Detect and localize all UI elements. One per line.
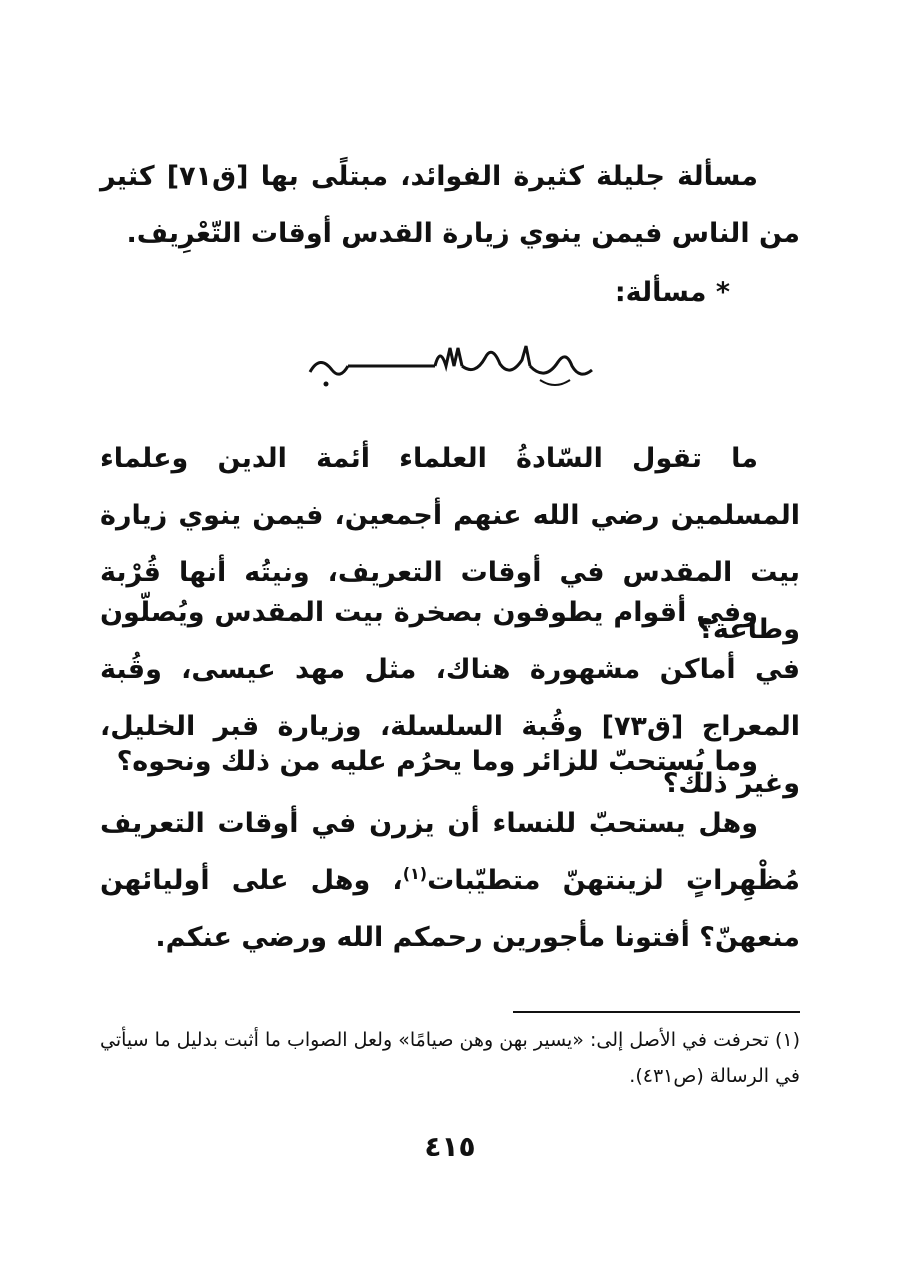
footnote-text: (١) تحرفت في الأصل إلى: «يسير بهن وهن صيامًا» ولعل الصواب ما أثبت بدليل ما سيأتي في الرسالة (ص٤٣١).	[100, 1029, 800, 1087]
question-paragraph-3: وما يُستحبّ للزائر وما يحرُم عليه من ذلك ونحوه؟	[116, 746, 758, 777]
basmala-calligraphy	[0, 336, 900, 396]
footnote-separator	[513, 1011, 800, 1013]
question-paragraph-4	[100, 795, 800, 966]
question-paragraph-4-part-2: ، وهل على أوليائهن منعهنّ؟ أفتونا مأجورين رحمكم الله ورضي عنكم.	[100, 865, 800, 953]
page-number: ٤١٥	[424, 1130, 476, 1163]
question-paragraph-4-part-1: وهل يستحبّ للنساء أن يزرن في أوقات التعريف مُظْهِراتٍ لزينتهنّ متطيّبات	[100, 808, 800, 896]
intro-paragraph: مسألة جليلة كثيرة الفوائد، مبتلًى بها [ق٧١] كثير من الناس فيمن ينوي زيارة القدس أوقات التّعْرِيف.	[100, 161, 800, 249]
footnote-marker: (١)	[402, 864, 428, 883]
question-paragraph-1: ما تقول السّادةُ العلماء أئمة الدين وعلماء المسلمين رضي الله عنهم أجمعين، فيمن ينوي زيارة بيت المقدس في أوقات التعريف، ونيتُه أنها قُرْبة وطاعة؟	[100, 443, 800, 645]
question-heading: * مسألة:	[614, 277, 730, 308]
basmala-ornament	[300, 336, 600, 396]
question-paragraph-2: وفي أقوام يطوفون بصخرة بيت المقدس ويُصلّون في أماكن مشهورة هناك، مثل مهد عيسى، وقُبة المعراج [ق٧٣] وقُبة السلسلة، وزيارة قبر الخليل، وغير ذلك؟	[100, 597, 801, 799]
